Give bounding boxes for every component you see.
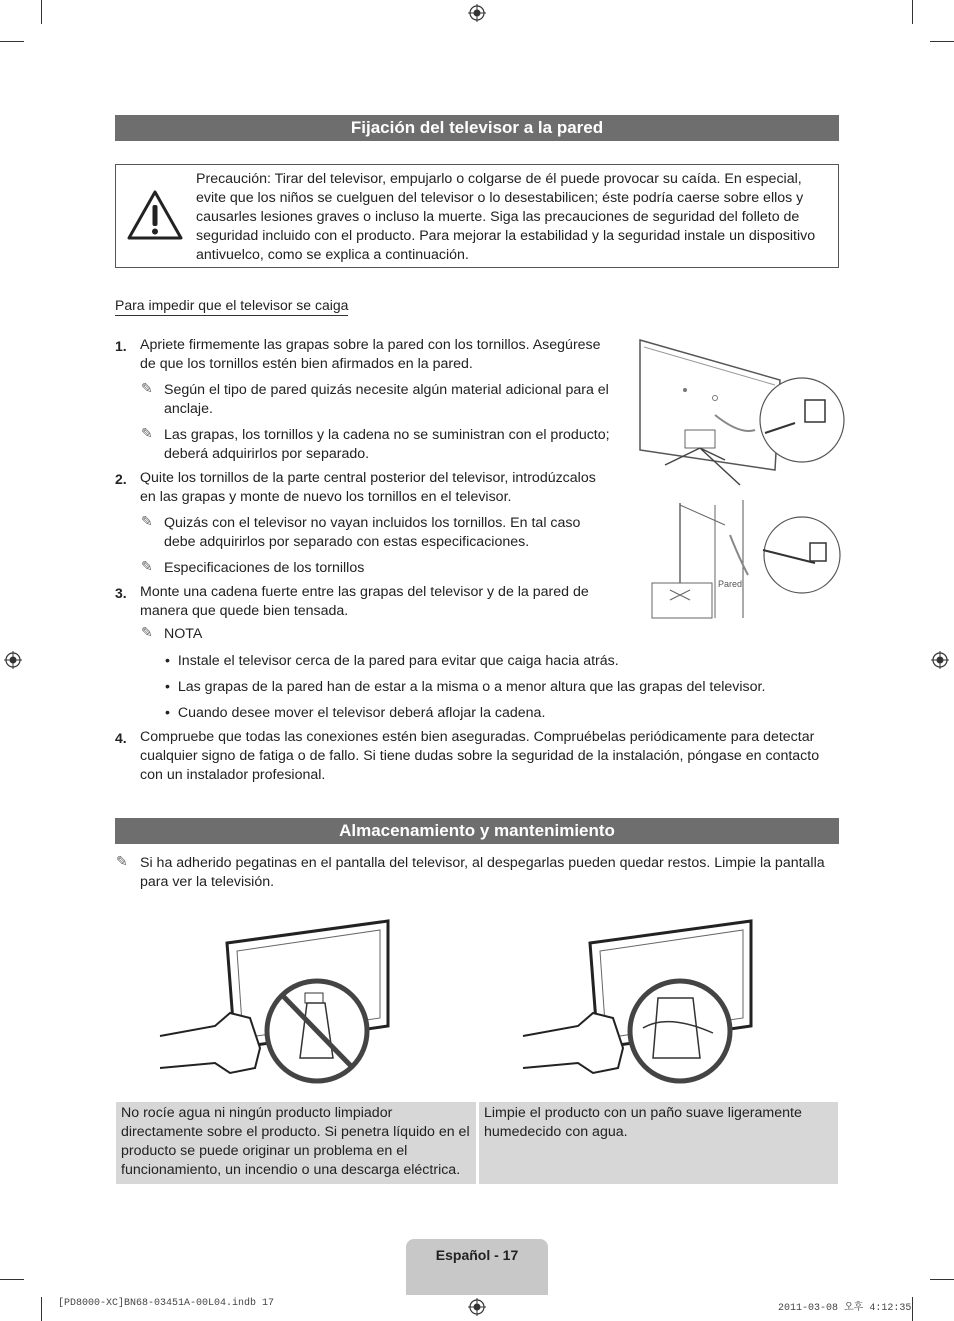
footer-filename: [PD8000-XC]BN68-03451A-00L04.indb 17 (58, 1298, 275, 1309)
step-2-text: Quite los tornillos de la parte central posterior del televisor, introdúzcalos en las grapas y monte de nuevo los tornillos en el televisor. (140, 470, 596, 505)
crop-mark (912, 1297, 913, 1321)
nota-label: NOTA (164, 626, 203, 642)
caution-box (115, 164, 839, 268)
info-box-soft-cloth (479, 1102, 838, 1184)
crop-mark (0, 41, 24, 42)
step-4-text: Compruebe que todas las conexiones estén bien aseguradas. Compruébelas periódicamente para detectar cualquier signo de fatiga o de fallo. Si tiene dudas sobre la seguridad de la instalación, póngase en contacto con un instalador profesional. (140, 729, 820, 783)
subheading-prevent-fall: Para impedir que el televisor se caiga (115, 297, 348, 316)
soft-cloth-text: Limpie el producto con un paño suave ligeramente humedecido con agua. (484, 1105, 802, 1140)
soft-cloth-illustration (518, 918, 763, 1088)
crop-mark (0, 1279, 24, 1280)
no-spray-illustration (155, 918, 400, 1088)
pencil-note-icon: ✎ (141, 625, 153, 641)
list-item: • Cuando desee mover el televisor deberá aflojar la cadena. (165, 705, 546, 721)
pencil-note-icon: ✎ (141, 514, 153, 530)
tv-wall-mount-illustration (630, 335, 845, 620)
list-item: • Instale el televisor cerca de la pared para evitar que caiga hacia atrás. (165, 653, 619, 669)
step-number: 4. (115, 730, 127, 746)
no-spray-text: No rocíe agua ni ningún producto limpiador directamente sobre el producto. Si penetra líquido en el producto se puede originar un problema en el funcionamiento, un incendio o una descarga eléctrica. (121, 1105, 470, 1178)
caution-body: : Tirar del televisor, empujarlo o colgarse de él puede provocar su caída. En especial, evite que los niños se cuelguen del televisor o lo desestabilicen; éste podría caerse sobre ellos y causarles lesiones graves o incluso la muerte. Siga las precauciones de seguridad del folleto de seguridad incluido con el producto. Para mejorar la estabilidad y la seguridad instale un dispositivo antivuelco, como se explica a continuación. (196, 171, 816, 263)
step-2-note-2: Especificaciones de los tornillos (164, 560, 365, 576)
step-number: 1. (115, 338, 127, 354)
section-title-wall-mount: Fijación del televisor a la pared (115, 115, 839, 141)
pencil-note-icon: ✎ (141, 426, 153, 442)
registration-mark-icon (4, 651, 22, 669)
crop-mark (930, 41, 954, 42)
pencil-note-icon: ✎ (116, 854, 128, 870)
caution-text (196, 170, 832, 265)
page-number-tab: Español - 17 (406, 1239, 548, 1295)
step-number: 3. (115, 585, 127, 601)
storage-note: Si ha adherido pegatinas en el pantalla del televisor, al despegarlas pueden quedar restos. Limpie la pantalla para ver la televisión. (140, 855, 825, 890)
step-1-note-2: Las grapas, los tornillos y la cadena no se suministran con el producto; deberá adquirirlos por separado. (164, 427, 610, 462)
registration-mark-icon (468, 4, 486, 22)
footer-timestamp: 2011-03-08 오후 4:12:35 (778, 1303, 912, 1314)
pencil-note-icon: ✎ (141, 381, 153, 397)
step-1-text: Apriete firmemente las grapas sobre la pared con los tornillos. Asegúrese de que los tornillos estén bien afirmados en la pared. (140, 337, 601, 372)
section-title-storage: Almacenamiento y mantenimiento (115, 818, 839, 844)
warning-triangle-icon (126, 189, 184, 241)
step-1-note-1: Según el tipo de pared quizás necesite algún material adicional para el anclaje. (164, 382, 609, 417)
step-3-text: Monte una cadena fuerte entre las grapas del televisor y de la pared de manera que quede bien tensada. (140, 584, 589, 619)
crop-mark (930, 1279, 954, 1280)
crop-mark (912, 0, 913, 24)
registration-mark-icon (931, 651, 949, 669)
step-number: 2. (115, 471, 127, 487)
registration-mark-icon (468, 1298, 486, 1316)
step-2-note-1: Quizás con el televisor no vayan incluidos los tornillos. En tal caso debe adquirirlos por separado con estas especificaciones. (164, 515, 581, 550)
pencil-note-icon: ✎ (141, 559, 153, 575)
caution-label: Precaución (196, 171, 267, 187)
wall-label: Pared (718, 579, 743, 589)
crop-mark (41, 1297, 42, 1321)
crop-mark (41, 0, 42, 24)
warning-box-no-spray (116, 1102, 476, 1184)
list-item: • Las grapas de la pared han de estar a la misma o a menor altura que las grapas del televisor. (165, 679, 766, 695)
